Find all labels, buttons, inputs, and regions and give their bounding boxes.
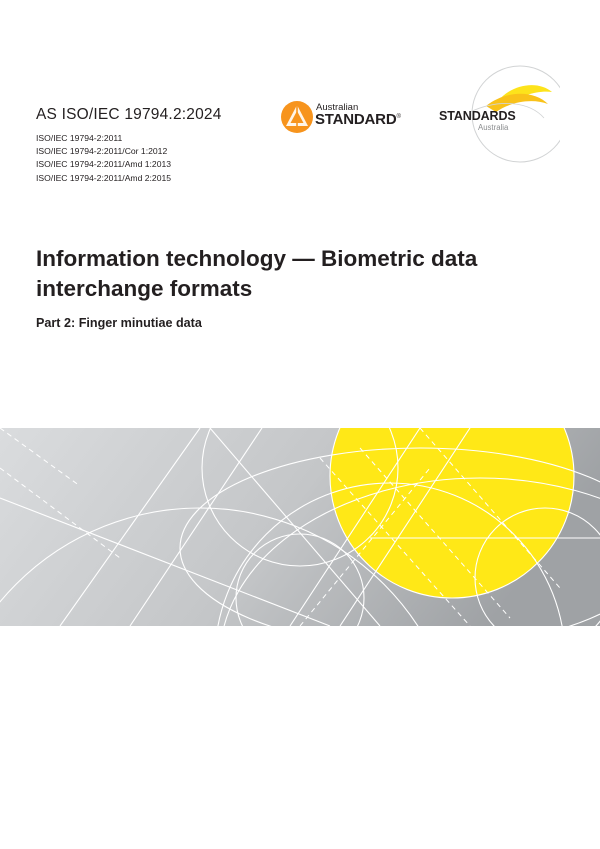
reference-item: ISO/IEC 19794-2:2011/Amd 2:2015 [36,172,172,183]
document-part: Part 2: Finger minutiae data [36,316,202,330]
document-title: Information technology — Biometric data interchange formats [36,246,478,301]
reference-item: ISO/IEC 19794-2:2011 [36,133,123,143]
triangle-in-circle-icon [280,100,314,134]
reference-item: ISO/IEC 19794-2:2011/Amd 1:2013 [36,159,172,170]
decorative-geometric-band [0,428,600,626]
reference-list [36,132,222,185]
standards-australia-logo [420,46,560,186]
reference-item: ISO/IEC 19794-2:2011/Cor 1:2012 [36,146,168,157]
logo-text-standards: STANDARDS [439,109,516,123]
logo-text-australian: Australian [316,102,359,113]
australian-standard-logo [280,100,410,136]
logo-text-australia: Australia [478,123,509,132]
standard-identification [36,106,222,185]
standard-designation: AS ISO/IEC 19794.2:2024 [36,106,222,123]
logo-text-standard: STANDARD® [315,111,401,128]
